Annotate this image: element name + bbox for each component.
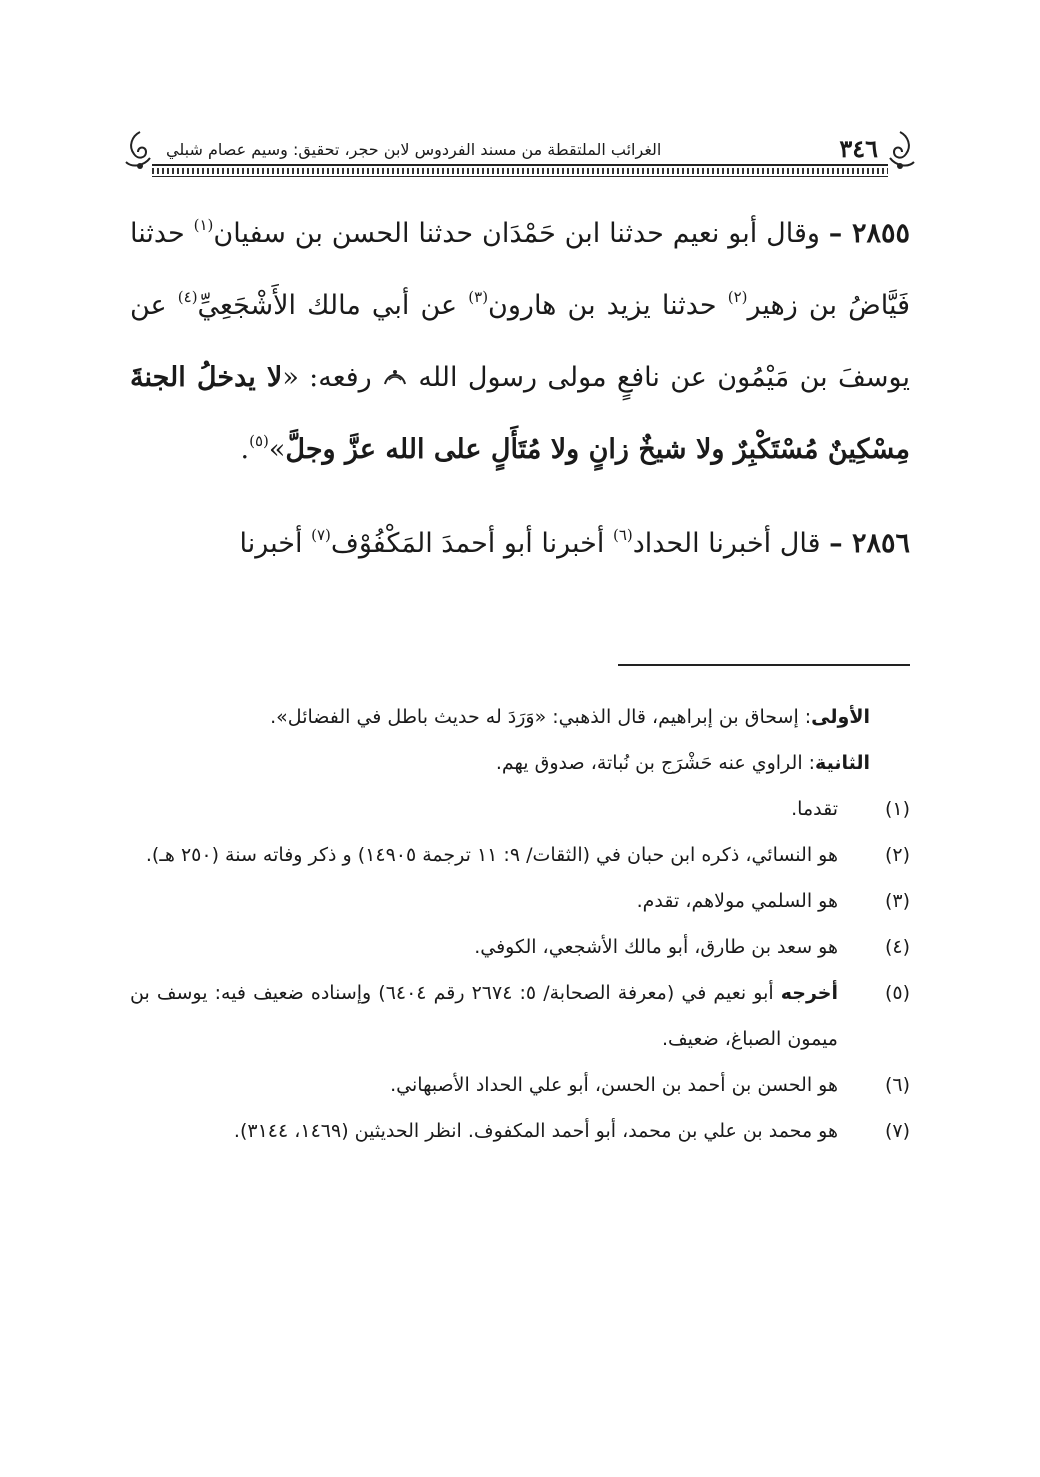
footnote-marker: (٧) [884,1120,910,1142]
header-rule [152,164,888,166]
footnote-marker: (٦) [884,1074,910,1096]
footnote-marker: (٥) [884,982,910,1004]
isnad-text: أخبرنا أبو أحمدَ المَكْفُوْف [330,528,613,559]
hadith-number: ٢٨٥٥ – [828,218,910,249]
footnote-text: : إسحاق بن إبراهيم، قال الذهبي: «وَرَدَ له حديث باطل في الفضائل». [270,706,812,728]
footnote-text: : الراوي عنه حَشْرَج بن نُباتة، صدوق يهم. [495,752,816,774]
hadith-2855 [130,198,910,486]
hadith-2856 [130,508,910,580]
footnote-item [130,1062,910,1108]
isnad-text: . [240,434,250,465]
footnote-text: تقدما. [791,798,838,820]
page-number: ٣٤٦ [839,134,878,163]
isnad-text: » [268,434,286,465]
footnote-divider [618,664,910,666]
footnotes-section [130,694,910,1154]
header-pattern-band [152,168,888,174]
footnote-label: الثانية [815,752,870,774]
footnote-label: أخرجه [780,982,838,1004]
footnote-text: هو النسائي، ذكره ابن حبان في (الثقات/ ٩: ١١ ترجمة ١٤٩٠٥) و ذكر وفاته سنة (٢٥٠ هـ). [145,844,838,866]
salawat-honorific-icon [382,366,408,390]
footnote-item [130,1108,910,1154]
footnote-item [130,832,910,878]
footnote-ref[interactable]: (٥) [249,432,269,450]
footnote-ref[interactable]: (٤) [177,288,198,306]
footnote-marker: (٤) [884,936,910,958]
hadith-number: ٢٨٥٦ – [829,528,910,559]
footnote-ref[interactable]: (٦) [612,526,633,544]
footnote-marker: (٣) [884,890,910,912]
isnad-text: أخبرنا [239,528,312,559]
isnad-text: رفعه: « [282,362,383,393]
footnote-continuation [130,694,910,740]
footnote-item [130,878,910,924]
isnad-text: وقال أبو نعيم حدثنا ابن حَمْدَان حدثنا الحسن بن سفيان [213,218,829,249]
footnote-text-body: أبو نعيم في (معرفة الصحابة/ ٥: ٢٦٧٤ رقم ٦٤٠٤) وإسناده ضعيف فيه: يوسف بن ميمون الصباغ، ضعيف. [130,982,838,1050]
footnote-item [130,970,910,1062]
footnote-marker: (١) [884,798,910,820]
footnote-ref[interactable]: (٢) [727,288,748,306]
footnote-continuation [130,740,910,786]
hadith-matn: لا يدخلُ الجنةَ مِسْكِينٌ مُسْتَكْبِرٌ ولا شيخٌ زانٍ ولا مُتَأَلٍ على الله عزَّ وجلَّ [130,362,910,465]
footnote-text: هو سعد بن طارق، أبو مالك الأشجعي، الكوفي. [474,936,838,958]
header-rule [152,176,888,177]
footnote-ref[interactable]: (٣) [468,288,489,306]
footnote-ref[interactable]: (١) [193,216,214,234]
footnote-item [130,924,910,970]
isnad-text: حدثنا فَيَّاضُ بن زهير [130,218,911,321]
footnote-item [130,786,910,832]
isnad-text: حدثنا يزيد بن هارون [488,290,728,321]
footnote-marker: (٢) [884,844,910,866]
running-title: الغرائب الملتقطة من مسند الفردوس لابن حجر، تحقيق: وسيم عصام شبلي [166,140,662,159]
footnote-text: هو السلمي مولاهم، تقدم. [636,890,838,912]
page-header [122,128,918,180]
main-text [130,198,910,580]
footnote-text [130,970,838,1062]
isnad-text: قال أخبرنا الحداد [632,528,830,559]
isnad-text: عن أبي مالك الأَشْجَعِيِّ [197,290,469,321]
isnad-text: عن يوسفَ بن مَيْمُون عن نافعٍ مولى رسول الله [130,290,910,393]
footnote-label: الأولى [811,706,870,728]
footnote-text: هو الحسن بن أحمد بن الحسن، أبو علي الحداد الأصبهاني. [390,1074,838,1096]
footnote-text: هو محمد بن علي بن محمد، أبو أحمد المكفوف. انظر الحديثين (١٤٦٩، ٣١٤٤). [233,1120,838,1142]
footnote-ref[interactable]: (٧) [311,526,331,544]
